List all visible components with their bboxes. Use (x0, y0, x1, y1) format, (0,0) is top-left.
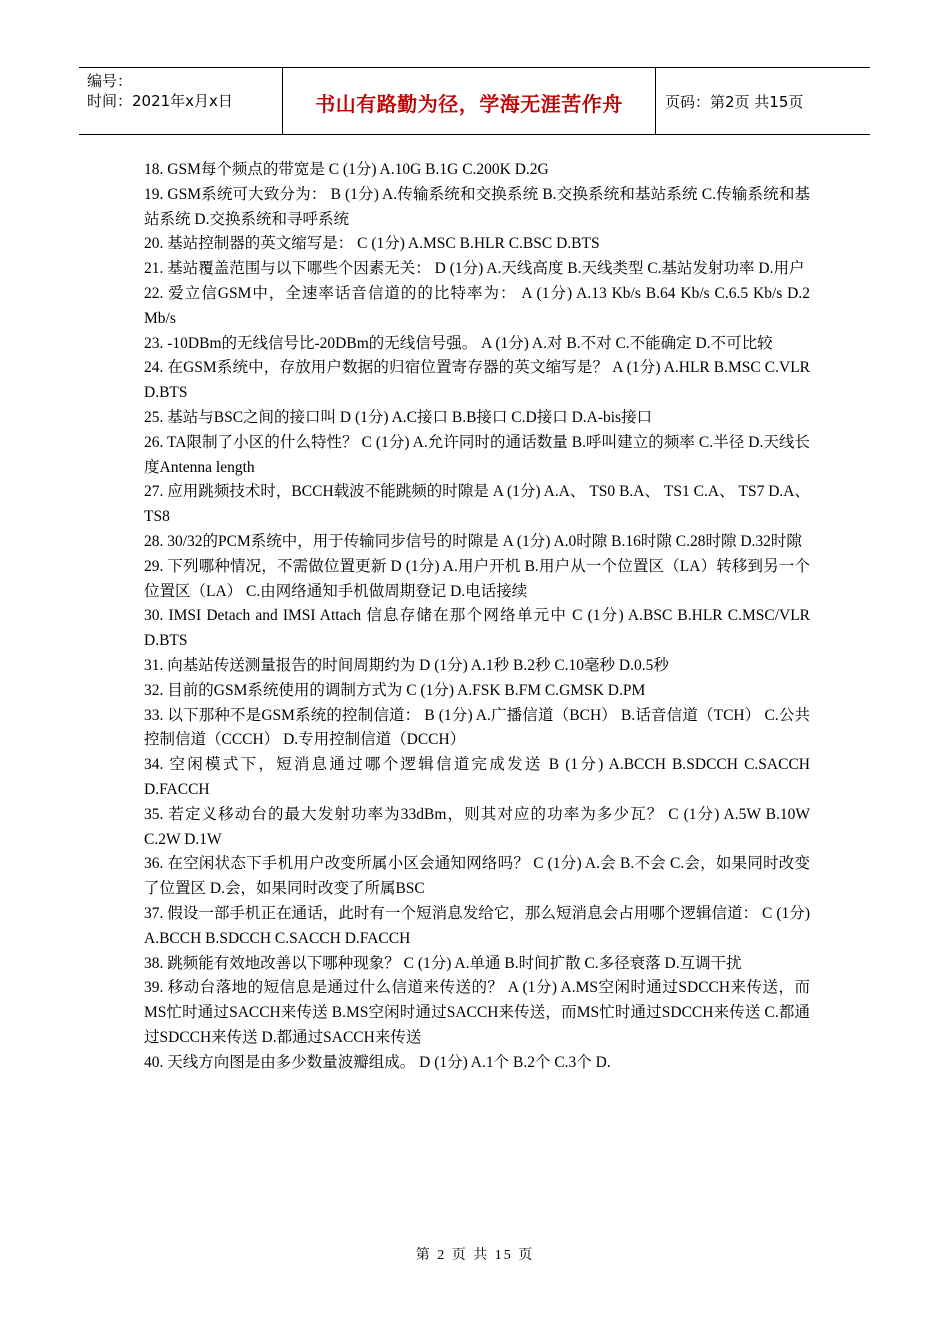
question-35: 35. 若定义移动台的最大发射功率为33dBm，则其对应的功率为多少瓦？ C (1分) A.5W B.10W C.2W D.1W (144, 805, 810, 848)
document-number-label: 编号： (87, 72, 133, 90)
question-40: 40. 天线方向图是由多少数量波瓣组成。 D (1分) A.1个 B.2个 C.3个 D. (144, 1053, 611, 1071)
question-19: 19. GSM系统可大致分为： B (1分) A.传输系统和交换系统 B.交换系统和基站系统 C.传输系统和基站系统 D.交换系统和寻呼系统 (144, 185, 810, 228)
question-list (144, 158, 810, 1075)
question-30: 30. IMSI Detach and IMSI Attach 信息存储在那个网络单元中 C (1分) A.BSC B.HLR C.MSC/VLR D.BTS (144, 607, 810, 650)
question-34: 34. 空闲模式下，短消息通过哪个逻辑信道完成发送 B (1分) A.BCCH B.SDCCH C.SACCH D.FACCH (144, 756, 810, 798)
question-33: 33. 以下那种不是GSM系统的控制信道： B (1分) A.广播信道（BCH） B.话音信道（TCH） C.公共控制信道（CCCH） D.专用控制信道（DCCH） (144, 706, 810, 749)
question-18: 18. GSM每个频点的带宽是 C (1分) A.10G B.1G C.200K D.2G (144, 161, 549, 178)
question-28: 28. 30/32的PCM系统中，用于传输同步信号的时隙是 A (1分) A.0时隙 B.16时隙 C.28时隙 D.32时隙 (144, 532, 802, 550)
header-page-info: 页码：第2页 共15页 (665, 92, 804, 111)
document-time: 时间：2021年x月x日 (87, 92, 233, 110)
question-25: 25. 基站与BSC之间的接口叫 D (1分) A.C接口 B.B接口 C.D接口 D.A-bis接口 (144, 408, 653, 426)
question-29: 29. 下列哪种情况，不需做位置更新 D (1分) A.用户开机 B.用户从一个位置区（LA）转移到另一个位置区（LA） C.由网络通知手机做周期登记 D.电话接续 (144, 557, 810, 600)
question-26: 26. TA限制了小区的什么特性？ C (1分) A.允许同时的通话数量 B.呼叫建立的频率 C.半径 D.天线长度Antenna length (144, 433, 810, 476)
question-24: 24. 在GSM系统中，存放用户数据的归宿位置寄存器的英文缩写是？ A (1分) A.HLR B.MSC C.VLR D.BTS (144, 359, 810, 402)
question-39: 39. 移动台落地的短信息是通过什么信道来传送的？ A (1分) A.MS空闲时通过SDCCH来传送，而MS忙时通过SACCH来传送 B.MS空闲时通过SACCH来传送，而MS忙时通过SDCCH来传送 C.都通过SDCCH来传送 D.都通过SACCH来传送 (144, 979, 810, 1046)
question-37: 37. 假设一部手机正在通话，此时有一个短消息发给它，那么短消息会占用哪个逻辑信道： C (1分) A.BCCH B.SDCCH C.SACCH D.FACCH (144, 904, 810, 947)
question-38: 38. 跳频能有效地改善以下哪种现象？ C (1分) A.单通 B.时间扩散 C.多径衰落 D.互调干扰 (144, 954, 742, 972)
header-motto: 书山有路勤为径，学海无涯苦作舟 (315, 91, 623, 116)
header-left (79, 68, 282, 134)
question-22: 22. 爱立信GSM中，全速率话音信道的的比特率为： A (1分) A.13 Kb/s B.64 Kb/s C.6.5 Kb/s D.2 Mb/s (144, 284, 810, 327)
question-36: 36. 在空闲状态下手机用户改变所属小区会通知网络吗？ C (1分) A.会 B.不会 C.会，如果同时改变了位置区 D.会，如果同时改变了所属BSC (144, 855, 810, 898)
question-20: 20. 基站控制器的英文缩写是： C (1分) A.MSC B.HLR C.BSC D.BTS (144, 235, 600, 253)
header-center (282, 68, 656, 134)
header-right (656, 68, 870, 134)
page-footer: 第 2 页 共 15 页 (415, 1248, 535, 1263)
page-header (79, 67, 870, 135)
question-23: 23. -10DBm的无线信号比-20DBm的无线信号强。 A (1分) A.对 B.不对 C.不能确定 D.不可比较 (144, 334, 773, 352)
question-31: 31. 向基站传送测量报告的时间周期约为 D (1分) A.1秒 B.2秒 C.10毫秒 D.0.5秒 (144, 656, 669, 674)
question-27: 27. 应用跳频技术时，BCCH载波不能跳频的时隙是 A (1分) A.A、 TS0 B.A、 TS1 C.A、 TS7 D.A、 TS8 (144, 483, 810, 526)
question-21: 21. 基站覆盖范围与以下哪些个因素无关： D (1分) A.天线高度 B.天线类型 C.基站发射功率 D.用户 (144, 260, 805, 278)
question-32: 32. 目前的GSM系统使用的调制方式为 C (1分) A.FSK B.FM C.GMSK D.PM (144, 681, 646, 699)
